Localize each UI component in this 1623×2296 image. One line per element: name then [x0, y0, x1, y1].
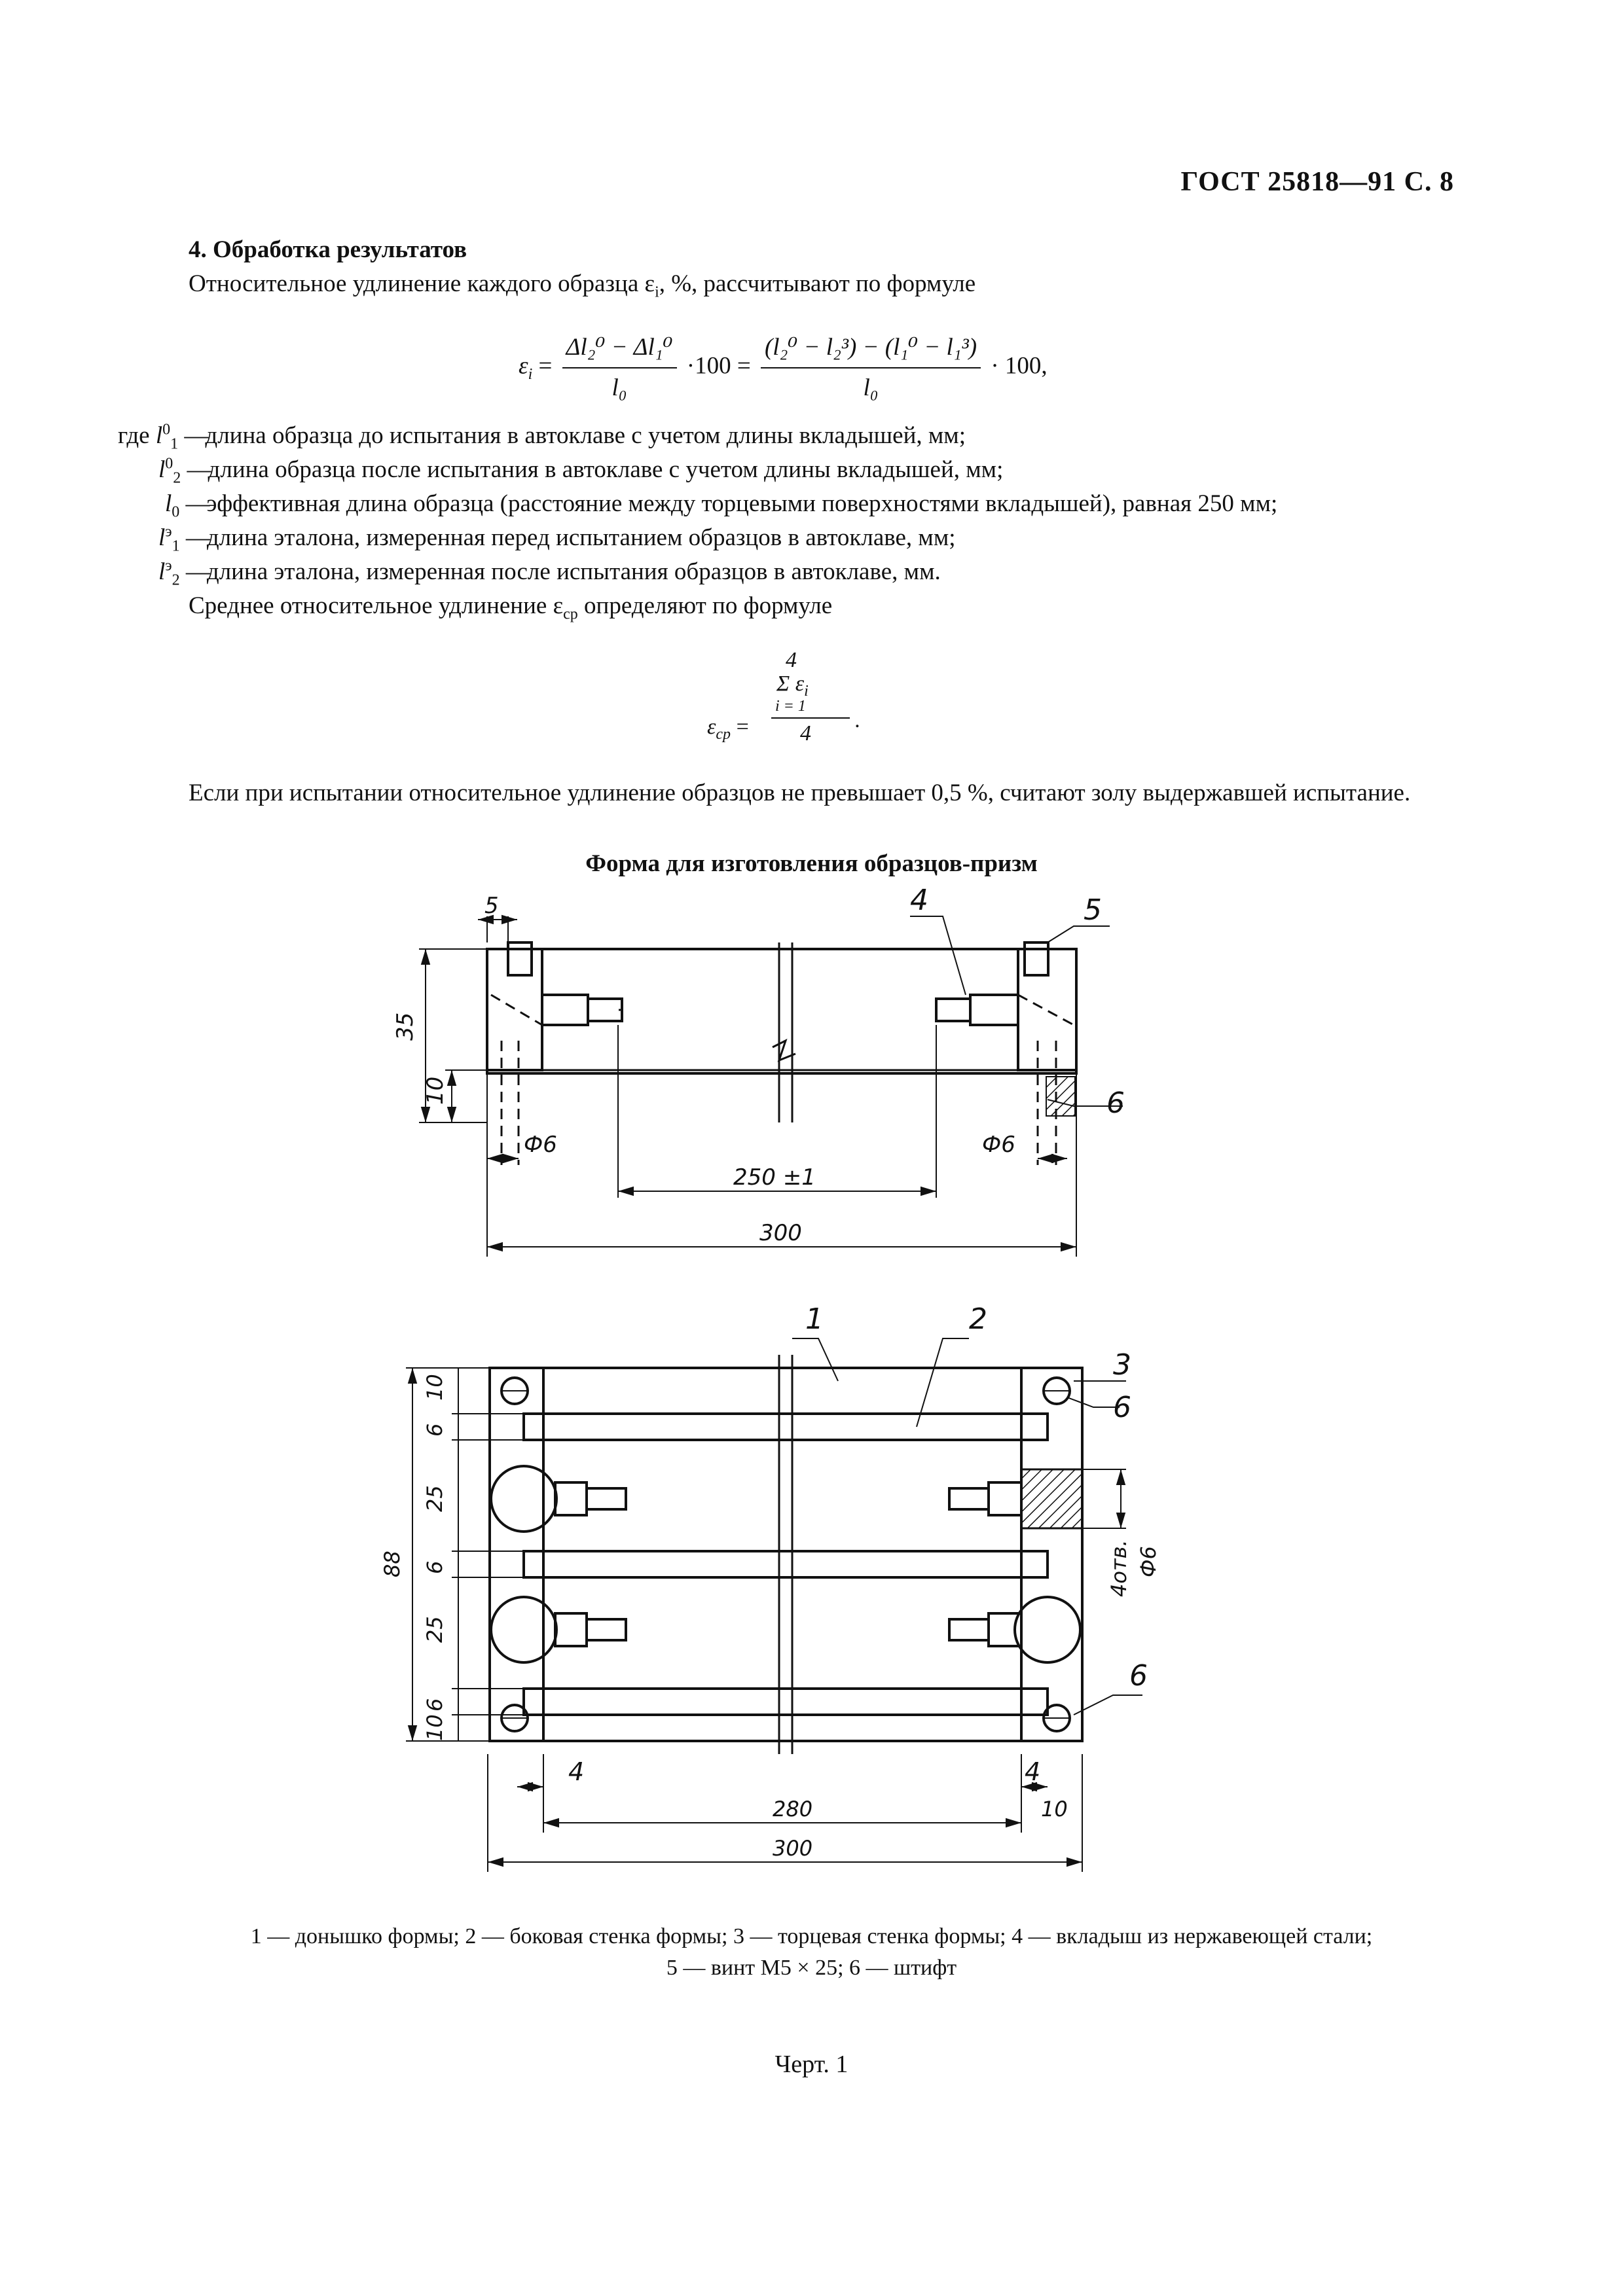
- screw-head: [1015, 1597, 1080, 1662]
- f2-lhs-sub: ср: [716, 725, 731, 743]
- figure-legend: [118, 1921, 1505, 1984]
- right-insert: [936, 999, 970, 1021]
- f1-mult1: ·100 =: [686, 352, 751, 380]
- def-sup: э: [165, 523, 172, 541]
- intro-sub: i: [655, 283, 659, 301]
- left-end-wall: [487, 949, 542, 1070]
- intro-tail: , %, рассчитывают по формуле: [659, 270, 976, 297]
- mean-intro-tail: определяют по формуле: [577, 592, 833, 619]
- dim-phi-plan: Ф6: [1136, 1546, 1161, 1577]
- f1-mult2: · 100,: [991, 352, 1048, 380]
- callout-4: 4: [910, 884, 928, 917]
- dim-6-b: 6: [422, 1560, 447, 1574]
- f1-lhs-sub: i: [528, 365, 533, 383]
- def-prefix: где: [118, 422, 150, 449]
- hatched-section: [1021, 1469, 1082, 1528]
- dim-phi-right: Ф6: [982, 1132, 1015, 1158]
- f1-lhs: ε: [519, 352, 528, 380]
- dim-holes: 4отв.: [1106, 1539, 1131, 1597]
- callout-6: 6: [1106, 1086, 1125, 1120]
- def-sub: 2: [172, 571, 180, 589]
- def-sym: l: [158, 456, 166, 483]
- elongation-formula: $\varepsilon_i$ = $\frac{\text{Δl₂⁰ − Δl₁⁰}}{\text{l₀}}$ ·100 = $\frac{\text{(l₂⁰ − l₂³) − (l₁⁰ − l₁³)}}{\text{l₀}}$ · 100,: [519, 331, 1048, 405]
- left-screw: [508, 942, 532, 975]
- dim-10: 10: [422, 1076, 448, 1105]
- dim-35: 35: [392, 1012, 418, 1041]
- dim-phi-left: Ф6: [524, 1132, 557, 1158]
- side-wall-2: [524, 1551, 1048, 1577]
- section-title: 4. Обработка результатов: [189, 236, 467, 263]
- dim-25-b: 25: [422, 1616, 447, 1643]
- screw-head: [491, 1466, 556, 1532]
- dim-280: 280: [773, 1797, 813, 1821]
- dim-6-a: 6: [422, 1423, 447, 1437]
- right-screw: [1025, 942, 1048, 975]
- conclusion-text: Если при испытании относительное удлинение образцов не превышает 0,5 %, считают золу выдержавшей испытание.: [189, 780, 1411, 806]
- f1-num2: (l₂⁰ − l₂³) − (l₁⁰ − l₁³): [761, 331, 981, 368]
- legend-line-2: 5 — винт М5 × 25; 6 — штифт: [666, 1956, 957, 1980]
- side-wall-1: [524, 1414, 1048, 1440]
- def-sym: l: [165, 490, 172, 517]
- f2-sigma-sub: i: [804, 682, 809, 700]
- def-sup: э: [165, 557, 172, 575]
- callout-6-b: 6: [1129, 1659, 1148, 1693]
- dim-10-top: 10: [422, 1374, 447, 1401]
- def-sup: 0: [162, 421, 171, 439]
- def-sym: l: [155, 422, 163, 449]
- side-view: [419, 916, 1123, 1257]
- dim-300-bottom: 300: [773, 1836, 813, 1861]
- dim-25-a: 25: [422, 1485, 447, 1512]
- def-text: эффективная длина образца (расстояние между торцевыми поверхностями вкладышей), равная 250 мм;: [206, 490, 1278, 517]
- mean-intro-sub: ср: [563, 605, 578, 623]
- figure-title: Форма для изготовления образцов-призм: [585, 850, 1038, 877]
- plan-view-outline: [490, 1368, 1082, 1741]
- mean-intro-text: Среднее относительное удлинение ε: [189, 592, 564, 619]
- f2-sigma-text: Σ ε: [776, 672, 805, 696]
- callout-6-a: 6: [1113, 1391, 1131, 1424]
- f2-lhs-text: ε: [707, 715, 716, 739]
- f2-den: 4: [800, 721, 811, 745]
- def-sub: 1: [172, 537, 180, 555]
- def-sub: 0: [172, 503, 180, 521]
- def-text: длина эталона, измеренная после испытания образцов в автоклаве, мм.: [206, 558, 941, 585]
- dim-10-bottom: 10: [422, 1714, 447, 1741]
- screw-head: [491, 1597, 556, 1662]
- def-text: длина образца до испытания в автоклаве с учетом длины вкладышей, мм;: [205, 422, 966, 449]
- f1-num1: Δl₂⁰ − Δl₁⁰: [562, 331, 677, 368]
- callout-2: 2: [969, 1302, 987, 1336]
- legend-line-1: 1 — донышко формы; 2 — боковая стенка формы; 3 — торцевая стенка формы; 4 — вкладыш из нержавеющей стали;: [250, 1924, 1373, 1948]
- callout-1: 1: [805, 1302, 824, 1336]
- left-insert: [542, 995, 588, 1025]
- plan-view: [406, 1338, 1142, 1872]
- callout-3: 3: [1113, 1348, 1131, 1382]
- dim-300-top: 300: [759, 1220, 802, 1246]
- def-sup: 0: [165, 455, 173, 473]
- f1-den2: l₀: [863, 374, 879, 401]
- def-text: длина эталона, измеренная перед испытанием образцов в автоклаве, мм;: [206, 524, 956, 551]
- dim-4-left: 4: [568, 1757, 585, 1786]
- def-l20: $l^0_2$ —длина образца после испытания в автоклаве с учетом длины вкладышей, мм;: [158, 455, 1004, 487]
- dim-6-c: 6: [422, 1698, 447, 1712]
- callout-5: 5: [1084, 893, 1102, 927]
- intro-text: Относительное удлинение каждого образца ε: [189, 270, 655, 297]
- f2-index: i = 1: [775, 698, 806, 715]
- def-l2e: $l^э_2$ —длина эталона, измеренная после испытания образцов в автоклаве, мм.: [158, 557, 941, 589]
- def-sym: l: [158, 558, 166, 585]
- dim-5: 5: [484, 893, 499, 919]
- running-header: ГОСТ 25818—91 С. 8: [1180, 167, 1454, 197]
- def-sub: 2: [173, 469, 181, 487]
- f2-top: 4: [786, 648, 797, 672]
- f2-lhs: $\varepsilon_{ср}$ =: [707, 715, 749, 743]
- def-text: длина образца после испытания в автоклаве с учетом длины вкладышей, мм;: [208, 456, 1004, 483]
- dim-88: 88: [380, 1551, 405, 1577]
- dim-250: 250 ±1: [733, 1164, 816, 1191]
- def-sym: l: [158, 524, 166, 551]
- figure-number: Черт. 1: [775, 2051, 848, 2078]
- def-sub: 1: [170, 435, 179, 453]
- f1-den1: l₀: [611, 374, 627, 401]
- side-wall-3: [524, 1689, 1048, 1715]
- dim-10-right: 10: [1041, 1797, 1068, 1821]
- def-l10: где $l^0_1$ —длина образца до испытания в автоклаве с учетом длины вкладышей, мм;: [118, 421, 966, 453]
- dim-4-right: 4: [1025, 1757, 1041, 1786]
- def-l0: $l_0$ —эффективная длина образца (расстояние между торцевыми поверхностями вкладышей), равная 250 мм;: [165, 490, 1278, 521]
- def-l1e: $l^э_1$ —длина эталона, измеренная перед испытанием образцов в автоклаве, мм;: [158, 523, 956, 555]
- f2-end: .: [855, 708, 861, 732]
